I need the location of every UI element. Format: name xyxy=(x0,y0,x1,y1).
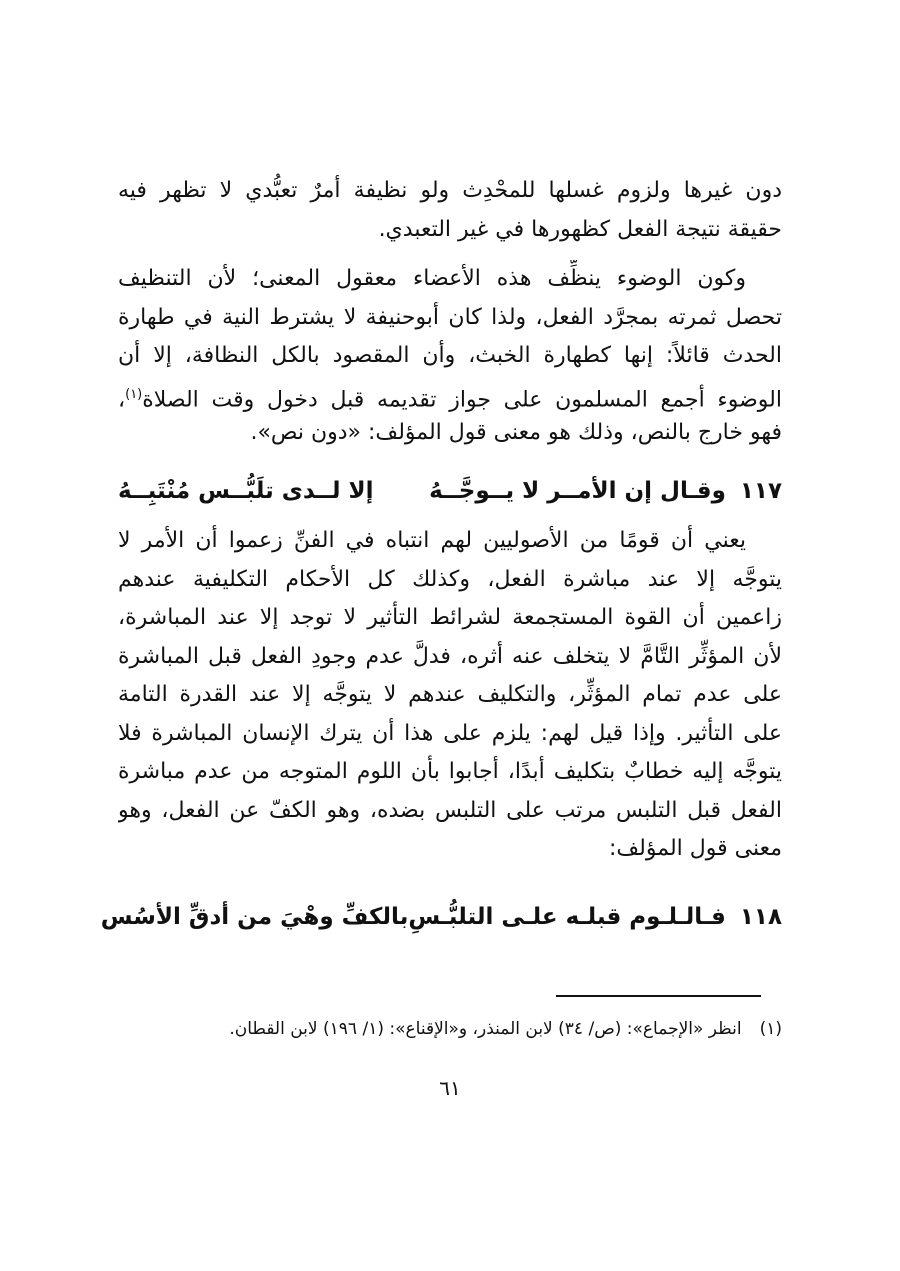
paragraph-continuation xyxy=(118,172,782,249)
text-line: على التأثير. وإذا قيل لهم: يلزم على هذا أن يترك الإنسان المباشرة فلا xyxy=(118,720,782,746)
paragraph-wudu xyxy=(118,260,782,453)
verse-hemistich-first: وقـال إن الأمــر لا يــوجَّــهُ xyxy=(429,478,726,504)
text-line: يعني أن قومًا من الأصوليين لهم انتباه في الفنِّ زعموا أن الأمر لا xyxy=(118,528,746,553)
text-line: معنى قول المؤلف: xyxy=(608,836,782,861)
text-line: دون غيرها ولزوم غسلها للمحْدِث ولو نظيفة أمرٌ تعبُّدي لا تظهر فيه xyxy=(118,178,782,203)
footnote xyxy=(118,1014,782,1044)
text-line: زاعمين أن القوة المستجمعة لشرائط التأثير لا توجد إلا عند المباشرة، xyxy=(118,605,782,630)
text-line: فهو خارج بالنص، وذلك هو معنى قول المؤلف: «دون نص». xyxy=(250,420,782,445)
verse-number: ١١٨ xyxy=(739,904,782,930)
text-line: وكون الوضوء ينظِّف هذه الأعضاء معقول المعنى؛ لأن التنظيف xyxy=(118,266,746,291)
text-line: الحدث قائلاً: إنها كطهارة الخبث، وأن المقصود بالكل النظافة، إلا أن xyxy=(118,343,782,368)
verse-hemistich-second: بالكفِّ وهْيَ من أدقِّ الأسُس xyxy=(100,904,409,930)
verse-hemistich-second: إلا لــدى تلَبُّــس مُنْتَبِــهُ xyxy=(118,478,374,504)
text-line: الوضوء أجمع المسلمون على جواز تقديمه قبل دخول وقت الصلاة$^{(١)}$، xyxy=(118,386,782,412)
text-line: الفعل قبل التلبس مرتب على التلبس بضده، وهو الكفّ عن الفعل، وهو xyxy=(118,797,782,823)
footnote-number: (١) xyxy=(759,1019,782,1039)
text-line: يتوجَّه إلا عند مباشرة الفعل، وكذلك كل الأحكام التكليفية عندهم xyxy=(118,566,782,592)
footnote-reference[interactable]: (١) xyxy=(125,386,143,402)
text-line: على عدم تمام المؤثِّر، والتكليف عندهم لا يتوجَّه إلا عند القدرة التامة xyxy=(118,682,782,707)
verse-hemistich-first: فـالـلـوم قبلـه علـى التلبُّـسِ xyxy=(408,904,726,930)
paragraph-commentary xyxy=(118,522,782,869)
text-line: حقيقة نتيجة الفعل كظهورها في غير التعبدي. xyxy=(378,216,782,242)
verse-number: ١١٧ xyxy=(739,478,782,504)
footnote-text: انظر «الإجماع»: (ص/ ٣٤) لابن المنذر، و«الإقناع»: (١/ ١٩٦) لابن القطان. xyxy=(229,1019,742,1039)
text-line: تحصل ثمرته بمجرَّد الفعل، ولذا كان أبوحنيفة لا يشترط النية في طهارة xyxy=(118,304,782,330)
verse-117 xyxy=(118,472,782,510)
verse-118 xyxy=(100,898,782,936)
text-line: يتوجَّه إليه خطابٌ بتكليف أبدًا، أجابوا بأن اللوم المتوجه من عدم مباشرة xyxy=(118,759,782,784)
footnote-separator xyxy=(556,995,761,997)
page-number: ٦١ xyxy=(439,1076,461,1100)
text-line: لأن المؤثِّر التَّامَّ لا يتخلف عنه أثره، فدلَّ عدم وجودِ الفعل قبل المباشرة xyxy=(118,643,782,669)
